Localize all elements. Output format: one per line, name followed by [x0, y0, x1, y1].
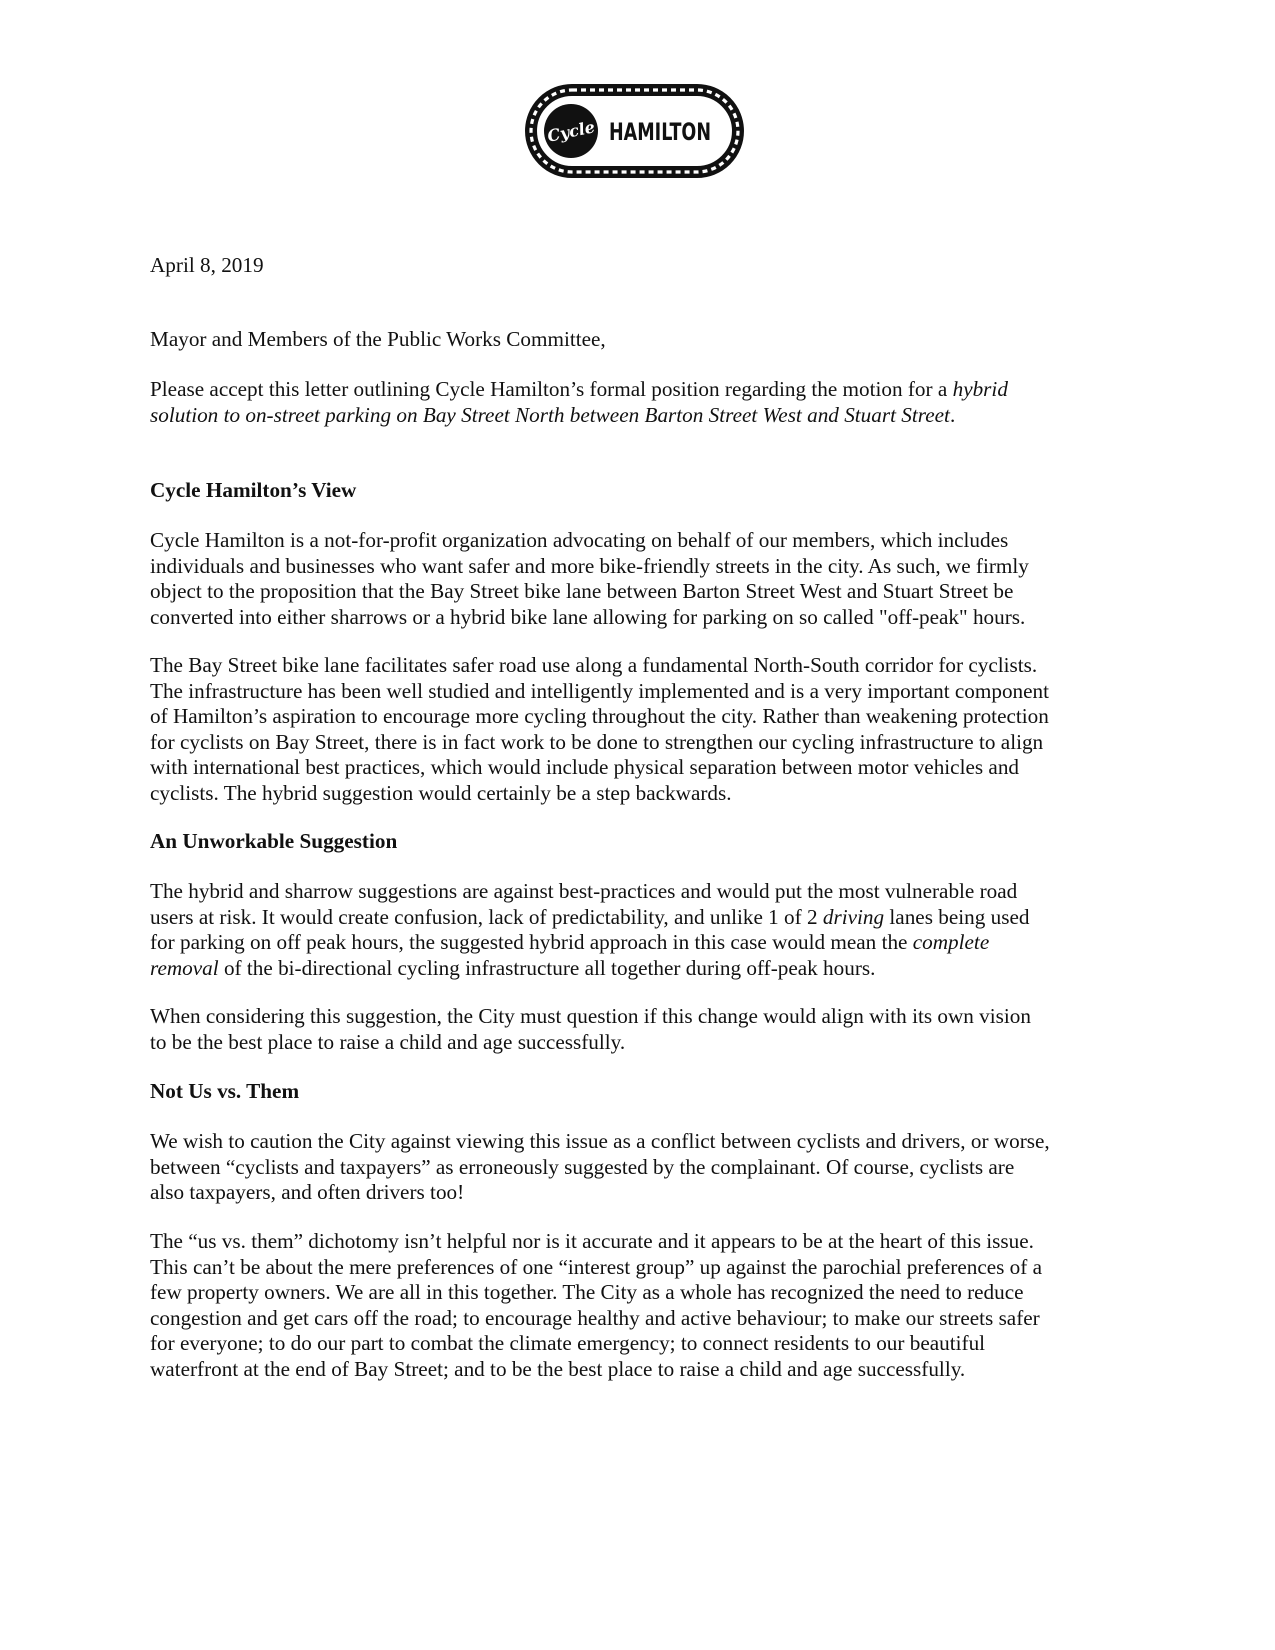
text-line: users at risk. It would create confusion, lack of predictability, and unlike 1 of 2 driving lanes being used — [150, 904, 1030, 929]
view-paragraph-1 — [150, 528, 1160, 630]
logo-wordmark: HAMILTON — [609, 118, 711, 146]
text-line: When considering this suggestion, the City must question if this change would align with its own vision — [150, 1004, 1031, 1028]
text-line: Cycle Hamilton is a not-for-profit organization advocating on behalf of our members, which includes — [150, 528, 1009, 552]
text-line: of Hamilton’s aspiration to encourage more cycling throughout the city. Rather than weakening protection — [150, 704, 1049, 729]
text-line: for parking on off peak hours, the suggested hybrid approach in this case would mean the complete — [150, 930, 990, 955]
heading-view: Cycle Hamilton’s View — [150, 478, 357, 502]
text-line: The “us vs. them” dichotomy isn’t helpful nor is it accurate and it appears to be at the heart of this issue. — [150, 1229, 1034, 1253]
text-line: for cyclists on Bay Street, there is in fact work to be done to strengthen our cycling infrastructure to align — [150, 729, 1044, 754]
letter-date: April 8, 2019 — [150, 253, 264, 277]
heading-unworkable: An Unworkable Suggestion — [150, 829, 398, 853]
text-line: cyclists. The hybrid suggestion would certainly be a step backwards. — [150, 780, 732, 805]
text-line: few property owners. We are all in this together. The City as a whole has recognized the need to reduce — [150, 1280, 1024, 1305]
intro-line-1: Please accept this letter outlining Cycle Hamilton’s formal position regarding the motion for a hybrid — [150, 377, 1008, 401]
logo-script-text: Cycle — [545, 117, 597, 146]
text-line: individuals and businesses who want safer and more bike-friendly streets in the city. As such, we firmly — [150, 553, 1029, 578]
intro-line-2: solution to on-street parking on Bay Street North between Barton Street West and Stuart Street. — [150, 402, 956, 427]
cycle-hamilton-logo — [522, 82, 747, 180]
text-line: object to the proposition that the Bay Street bike lane between Barton Street West and Stuart Street be — [150, 579, 1014, 604]
view-paragraph-2 — [150, 653, 1160, 807]
text-line: between “cyclists and taxpayers” as erroneously suggested by the complainant. Of course, cyclists are — [150, 1154, 1015, 1179]
them-paragraph-1 — [150, 1129, 1160, 1206]
text-line: to be the best place to raise a child and age successfully. — [150, 1029, 626, 1054]
text-line: removal of the bi-directional cycling infrastructure all together during off-peak hours. — [150, 955, 876, 980]
text-line: We wish to caution the City against viewing this issue as a conflict between cyclists and drivers, or worse, — [150, 1129, 1050, 1153]
salutation: Mayor and Members of the Public Works Committee, — [150, 327, 606, 351]
unworkable-paragraph-1 — [150, 879, 1160, 981]
text-line: waterfront at the end of Bay Street; and to be the best place to raise a child and age successfully. — [150, 1356, 966, 1381]
text-line: This can’t be about the mere preferences of one “interest group” up against the parochial preferences of a — [150, 1254, 1043, 1279]
them-paragraph-2 — [150, 1229, 1160, 1383]
text-line: converted into either sharrows or a hybrid bike lane allowing for parking on so called "off-peak" hours. — [150, 604, 1026, 629]
text-line: for everyone; to do our part to combat the climate emergency; to connect residents to our beautiful — [150, 1331, 986, 1356]
intro-paragraph — [150, 377, 1160, 428]
heading-them: Not Us vs. Them — [150, 1079, 300, 1103]
unworkable-paragraph-2 — [150, 1004, 1160, 1055]
text-line: The hybrid and sharrow suggestions are against best-practices and would put the most vulnerable road — [150, 879, 1018, 903]
text-line: with international best practices, which would include physical separation between motor vehicles and — [150, 755, 1020, 780]
text-line: The infrastructure has been well studied and intelligently implemented and is a very important component — [150, 678, 1050, 703]
text-line: The Bay Street bike lane facilitates safer road use along a fundamental North-South corridor for cyclists. — [150, 653, 1038, 677]
text-line: congestion and get cars off the road; to encourage healthy and active behaviour; to make our streets safer — [150, 1305, 1040, 1330]
text-line: also taxpayers, and often drivers too! — [150, 1180, 465, 1205]
